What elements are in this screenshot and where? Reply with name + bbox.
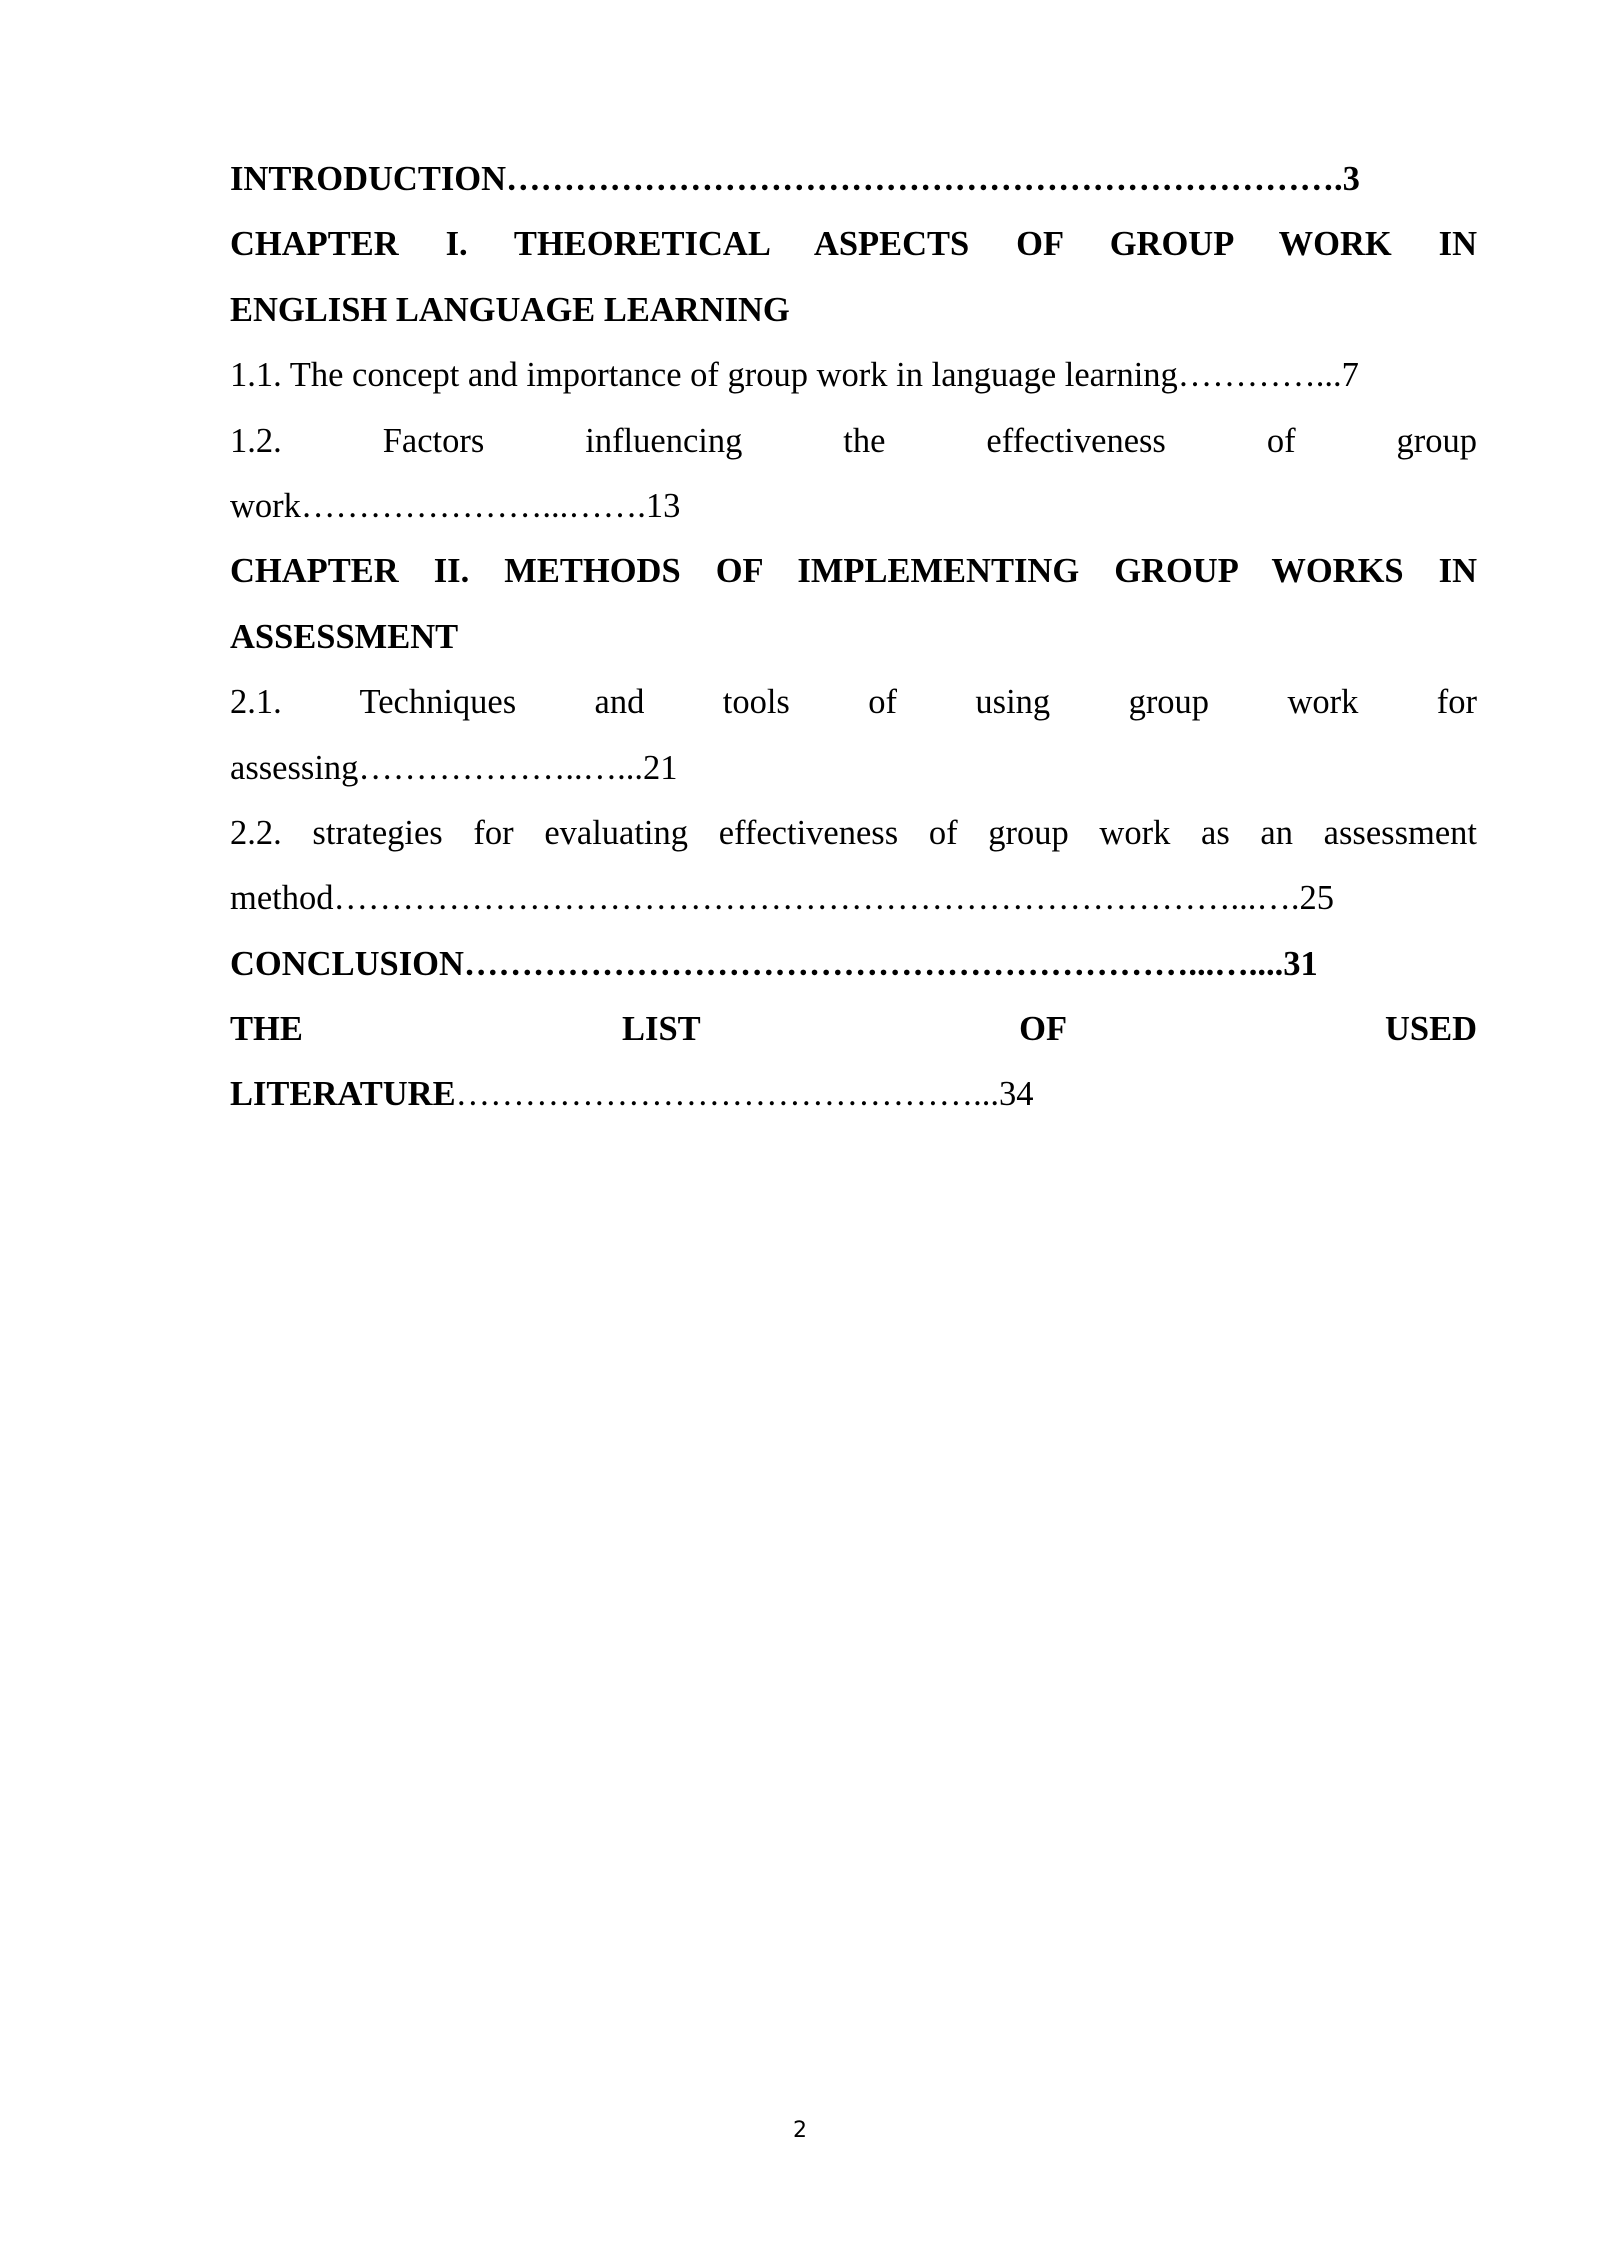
toc-literature-leader: ………………………………………...34 [455, 1075, 1034, 1114]
toc-section-1-2-continued: work…………………...…….13 [230, 486, 681, 525]
toc-section-2-2: 2.2. strategies for evaluating effectiveness of group work as an assessment [230, 813, 1477, 852]
toc-section-2-1: 2.1. Techniques and tools of using group work for [230, 683, 1477, 722]
toc-chapter1-title-continued: ENGLISH LANGUAGE LEARNING [230, 290, 790, 329]
toc-literature: THE LIST OF USED [230, 1010, 1477, 1049]
toc-chapter1-title: CHAPTER I. THEORETICAL ASPECTS OF GROUP WORK IN [230, 225, 1477, 264]
page-number: 2 [793, 2118, 807, 2143]
toc-section-1-1: 1.1. The concept and importance of group work in language learning…………...7 [230, 356, 1359, 395]
table-of-contents [230, 147, 1477, 1128]
toc-introduction: INTRODUCTION……………………………………………………………….3 [230, 160, 1360, 198]
toc-conclusion: CONCLUSION………………………………………………………...…....31 [230, 944, 1318, 983]
toc-section-2-2-continued: method……………………………………………………………………...….25 [230, 879, 1334, 918]
toc-chapter2-title-continued: ASSESSMENT [230, 617, 459, 656]
toc-section-2-1-continued: assessing………………..…...21 [230, 748, 678, 787]
toc-chapter2-title: CHAPTER II. METHODS OF IMPLEMENTING GROUP WORKS IN [230, 552, 1477, 591]
toc-literature-continued [230, 1062, 1477, 1127]
toc-literature-word: LITERATURE [230, 1075, 456, 1114]
toc-section-1-2: 1.2. Factors influencing the effectiveness of group [230, 421, 1477, 460]
